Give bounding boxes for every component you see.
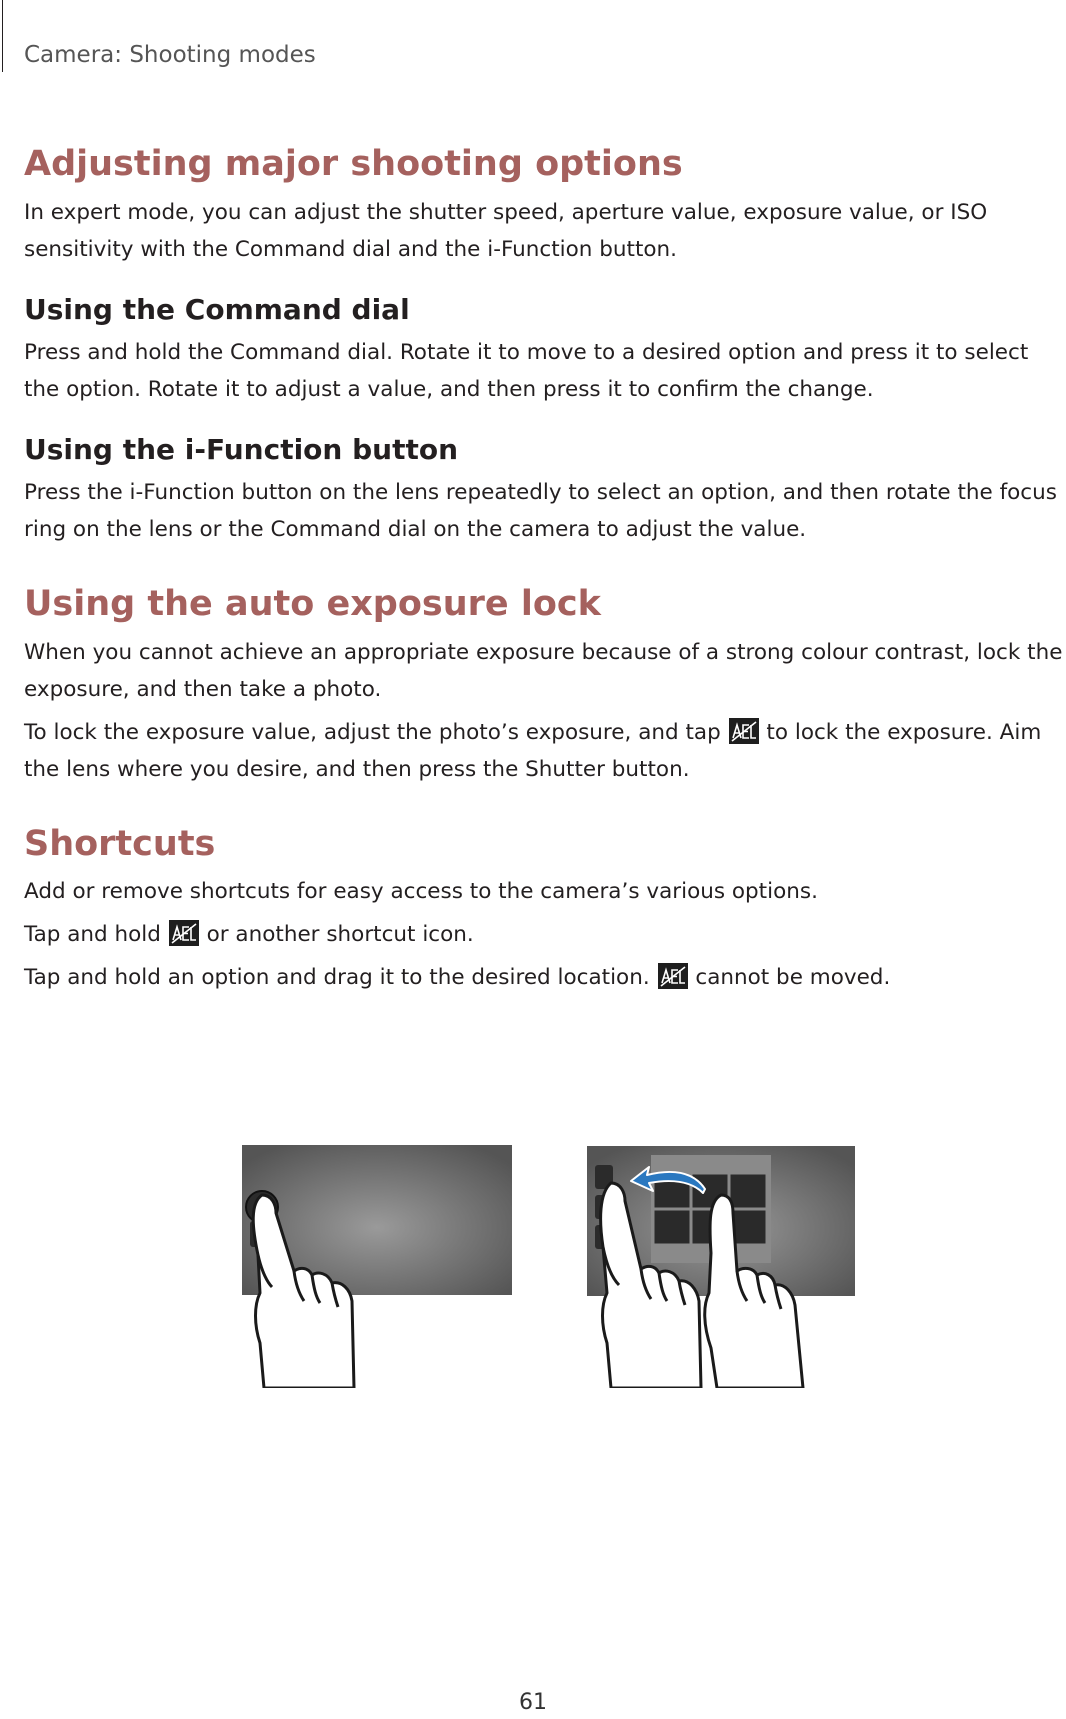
margin-line [2,0,3,72]
ael-lock-icon [729,718,759,744]
tap-and-hold-illustration [242,1143,514,1388]
adjusting-intro: In expert mode, you can adjust the shutter speed, aperture value, exposure value, or ISO sensitivity with the Command dial and the i-Function button. [24,199,988,262]
page-content [24,142,1064,996]
command-dial-text: Press and hold the Command dial. Rotate it to move to a desired option and press it to select the option. Rotate it to adjust a value, and then press it to confirm the change. [24,339,1029,402]
page-number: 61 [519,1690,547,1715]
heading-shortcuts: Shortcuts [24,823,216,864]
heading-ifunction: Using the i-Function button [24,432,459,466]
ifunction-text: Press the i-Function button on the lens repeatedly to select an option, and then rotate the focus ring on the lens or the Command dial on the camera to adjust the value. [24,480,1057,543]
ael-para-1: When you cannot achieve an appropriate exposure because of a strong colour contrast, lock the exposure, and then take a photo. [24,639,1063,702]
shortcuts-para-1: Add or remove shortcuts for easy access to the camera’s various options. [24,879,818,905]
shortcuts-para-3: Tap and hold an option and drag it to the desired location. cannot be moved. [24,965,891,991]
drag-option-illustration [587,1143,859,1388]
running-header: Camera: Shooting modes [24,42,316,68]
heading-command-dial: Using the Command dial [24,292,410,326]
shortcuts-para-2: Tap and hold or another shortcut icon. [24,922,474,948]
ael-para-2: To lock the exposure value, adjust the photo’s exposure, and tap to lock the exposure. Aim the lens where you desire, and then press the Shutter button. [24,719,1042,782]
heading-adjusting: Adjusting major shooting options [24,144,683,184]
ael-lock-icon [658,963,688,989]
heading-ael: Using the auto exposure lock [24,584,601,625]
ael-lock-icon [169,920,199,946]
